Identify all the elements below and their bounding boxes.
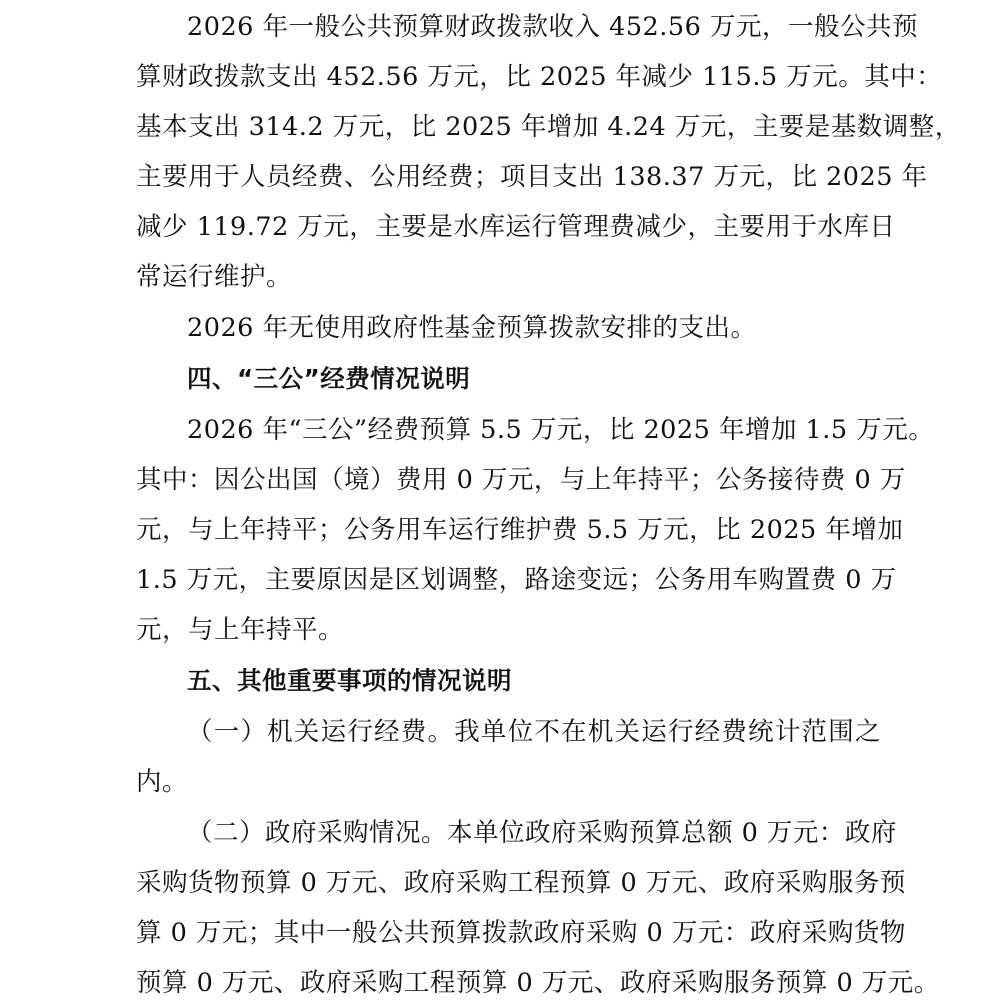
paragraph-line: 主要用于人员经费、公用经费；项目支出 138.37 万元，比 2025 年 [136,162,928,192]
paragraph-line: 元，与上年持平；公务用车运行维护费 5.5 万元，比 2025 年增加 [136,515,904,545]
paragraph-line: 元，与上年持平。 [136,615,345,645]
paragraph-line: 其中：因公出国（境）费用 0 万元，与上年持平；公务接待费 0 万 [136,465,906,495]
paragraph-line: （一）机关运行经费。我单位不在机关运行经费统计范围之 [187,717,881,747]
paragraph-line: 预算 0 万元、政府采购工程预算 0 万元、政府采购服务预算 0 万元。 [136,968,940,998]
section-heading-four: 四、“三公”经费情况说明 [187,364,471,393]
paragraph-line: 2026 年一般公共预算财政拨款收入 452.56 万元，一般公共预 [187,12,918,42]
paragraph-line: 算 0 万元；其中一般公共预算拨款政府采购 0 万元：政府采购货物 [136,918,906,948]
paragraph-line: 减少 119.72 万元，主要是水库运行管理费减少，主要用于水库日 [136,212,896,242]
paragraph-line: 2026 年无使用政府性基金预算拨款安排的支出。 [187,313,757,343]
paragraph-line: 常运行维护。 [136,262,293,292]
paragraph-line: 1.5 万元，主要原因是区划调整，路途变远；公务用车购置费 0 万 [136,565,897,595]
paragraph-line: （二）政府采购情况。本单位政府采购预算总额 0 万元：政府 [187,818,897,848]
paragraph-line: 采购货物预算 0 万元、政府采购工程预算 0 万元、政府采购服务预 [136,868,906,898]
paragraph-line: 内。 [136,767,189,797]
paragraph-line: 算财政拨款支出 452.56 万元，比 2025 年减少 115.5 万元。其中： [136,62,943,92]
paragraph-line: 基本支出 314.2 万元，比 2025 年增加 4.24 万元，主要是基数调整， [136,112,961,142]
paragraph-line: 2026 年“三公”经费预算 5.5 万元，比 2025 年增加 1.5 万元。 [187,415,935,445]
section-heading-five: 五、其他重要事项的情况说明 [187,666,512,695]
